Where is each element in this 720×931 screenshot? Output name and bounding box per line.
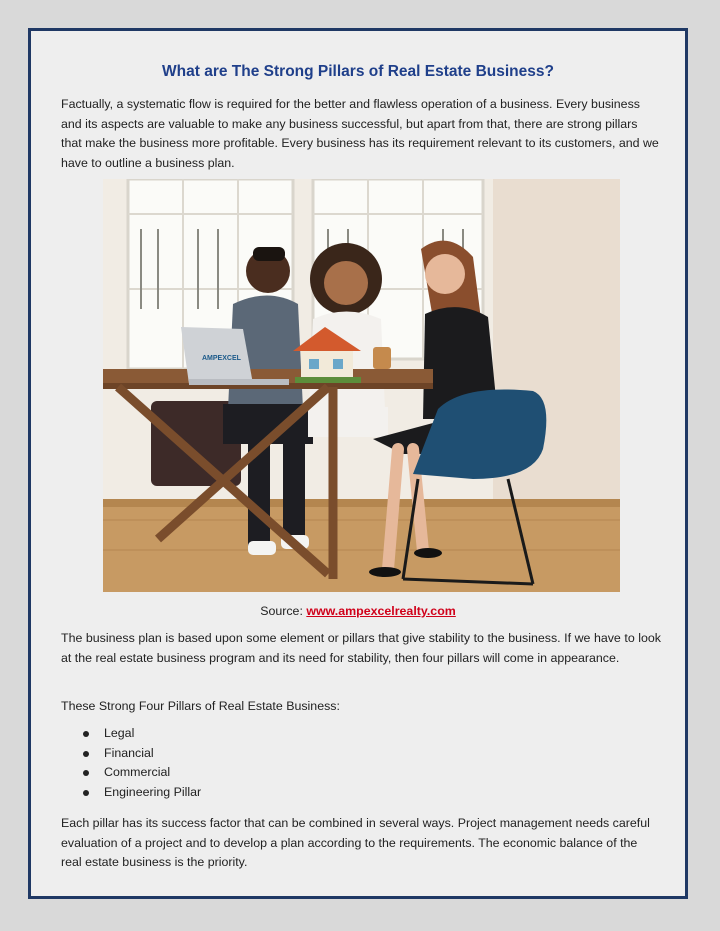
- source-label: Source:: [260, 604, 307, 618]
- image-source: [31, 604, 685, 618]
- coffee-cup-icon: [373, 347, 391, 369]
- intro-paragraph: Factually, a systematic flow is required for the better and flawless operation of a business. Every business and its aspects are valuable to make any business successful, but apart from that, there are strong pillars that make the business more profitable. Every business has its requirement relevant to its customers, and we have to outline a business plan.: [61, 97, 659, 170]
- laptop-logo: AMPEXCEL: [202, 355, 241, 362]
- page-title: What are The Strong Pillars of Real Estate Business?: [162, 63, 554, 80]
- pillars-intro: These Strong Four Pillars of Real Estate Business:: [61, 699, 340, 713]
- pillars-list: [83, 724, 201, 802]
- plan-paragraph: The business plan is based upon some element or pillars that give stability to the business. If we have to look at the real estate business program and its need for stability, then four pillars will come in appearance.: [61, 631, 661, 665]
- list-item: Financial: [83, 744, 201, 764]
- list-item: Engineering Pillar: [83, 783, 201, 803]
- document-page: [28, 28, 688, 899]
- list-item: Legal: [83, 724, 201, 744]
- closing-paragraph: Each pillar has its success factor that can be combined in several ways. Project management needs careful evaluation of a project and to develop a plan according to the requirements. The economic balance of the real estate business is the priority.: [61, 816, 650, 869]
- meeting-photo: [103, 179, 620, 592]
- list-item: Commercial: [83, 763, 201, 783]
- source-link[interactable]: www.ampexcelrealty.com: [306, 604, 456, 618]
